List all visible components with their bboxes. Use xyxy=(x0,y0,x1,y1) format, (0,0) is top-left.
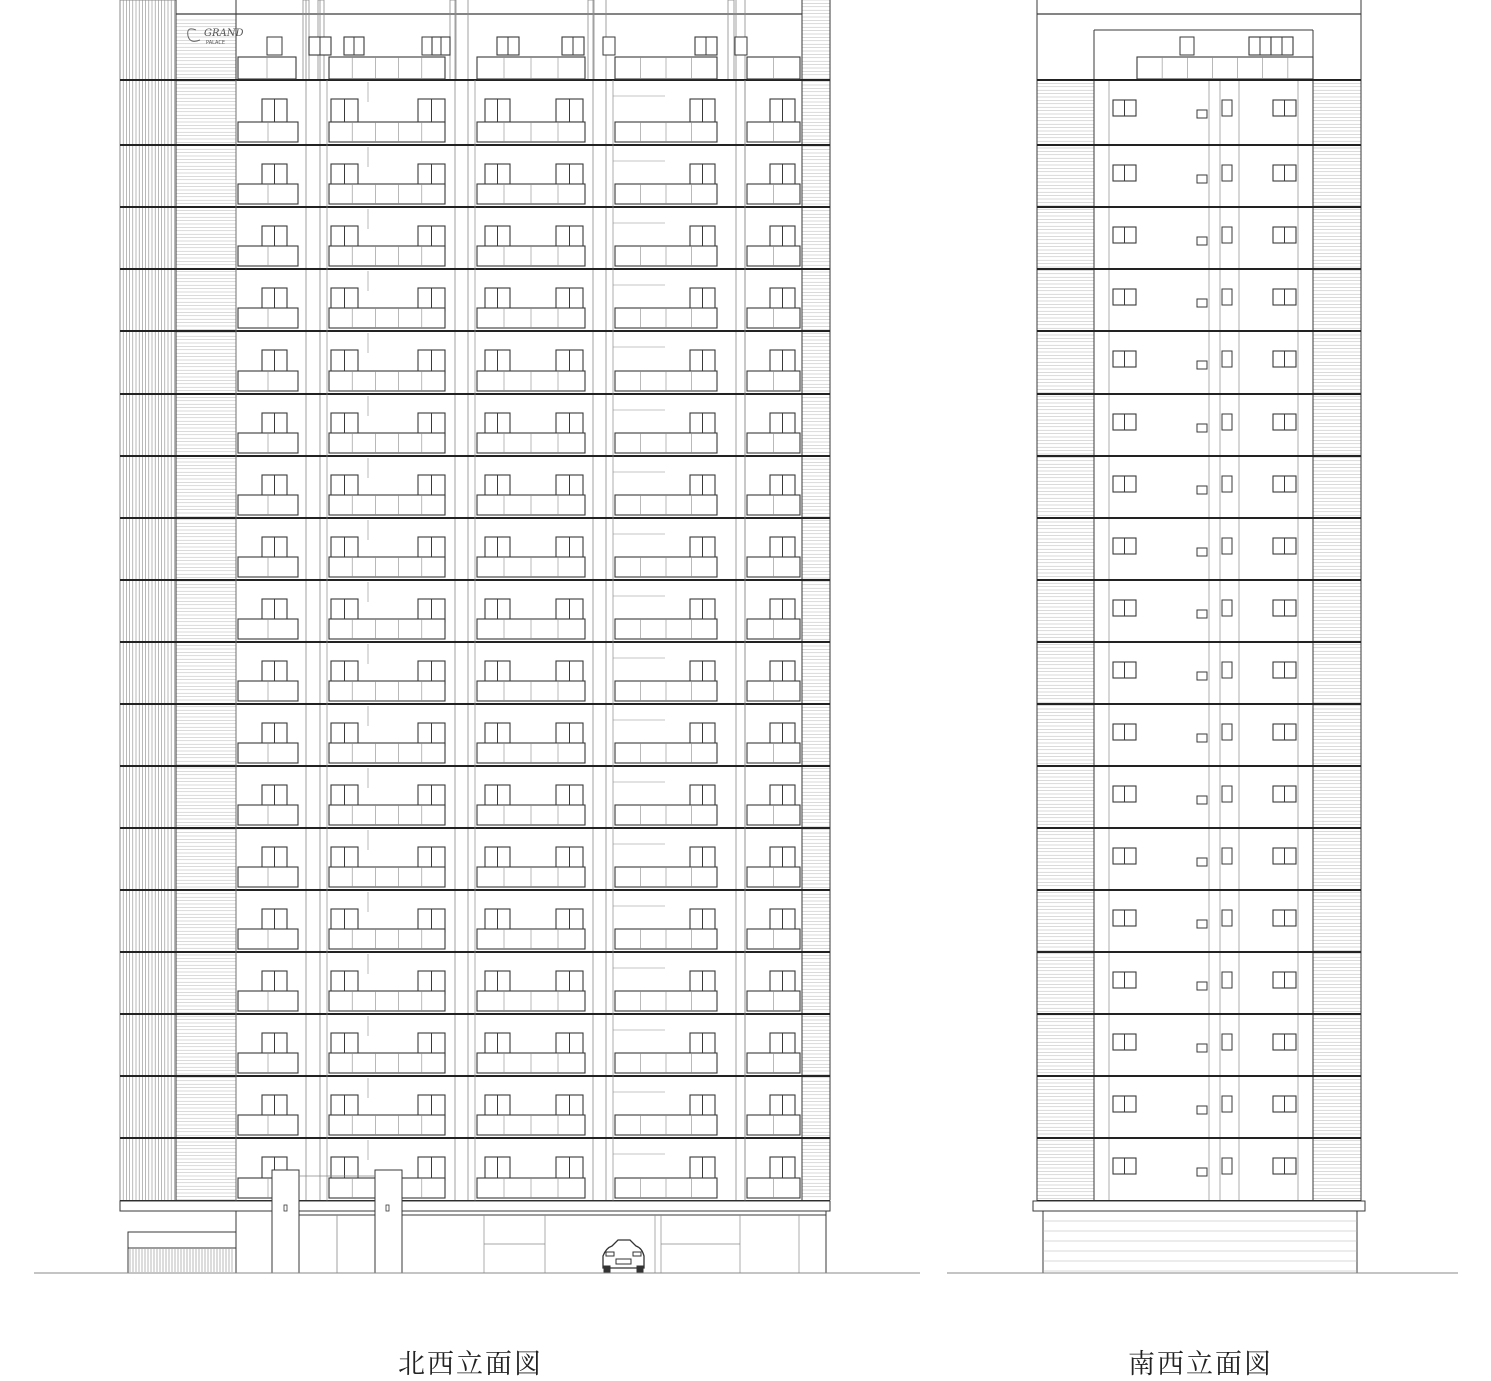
sw-roof-window xyxy=(1271,37,1293,55)
window xyxy=(418,1157,445,1180)
sw-small-window xyxy=(1222,786,1232,802)
car-headlight xyxy=(633,1252,641,1256)
car-wheel xyxy=(637,1266,643,1272)
balcony xyxy=(238,867,298,887)
balcony xyxy=(329,805,445,825)
balcony xyxy=(747,433,800,453)
sw-small-window xyxy=(1222,848,1232,864)
sw-window xyxy=(1113,414,1136,430)
balcony xyxy=(615,619,717,639)
roof-window xyxy=(432,37,450,55)
balcony xyxy=(615,681,717,701)
sw-roof-balcony xyxy=(1137,57,1313,79)
sw-vent xyxy=(1197,672,1207,680)
balcony-rail xyxy=(329,805,445,825)
sw-vent xyxy=(1197,1106,1207,1114)
window xyxy=(485,1157,510,1180)
pillar-lamp xyxy=(386,1205,389,1211)
balcony xyxy=(747,1178,800,1198)
entrance-pillar xyxy=(375,1170,402,1273)
roof-balcony xyxy=(329,57,445,79)
sw-window xyxy=(1273,662,1296,678)
balcony-rail xyxy=(329,184,445,204)
sw-vent xyxy=(1197,110,1207,118)
roof-door xyxy=(267,37,282,55)
balcony-rail xyxy=(329,495,445,515)
northwest-elevation-caption: 北西立面図 xyxy=(398,1349,543,1380)
sw-vent xyxy=(1197,734,1207,742)
sw-window xyxy=(1273,100,1296,116)
sw-small-window xyxy=(1222,1158,1232,1174)
balcony xyxy=(747,619,800,639)
balcony xyxy=(238,557,298,577)
balcony xyxy=(329,557,445,577)
balcony xyxy=(615,433,717,453)
sw-small-window xyxy=(1222,910,1232,926)
balcony-rail xyxy=(329,433,445,453)
sw-window xyxy=(1113,1034,1136,1050)
sw-small-window xyxy=(1222,476,1232,492)
sw-vent xyxy=(1197,548,1207,556)
balcony xyxy=(477,184,585,204)
balcony xyxy=(747,867,800,887)
balcony xyxy=(747,1053,800,1073)
balcony xyxy=(477,495,585,515)
balcony xyxy=(238,1053,298,1073)
balcony-rail xyxy=(329,991,445,1011)
window xyxy=(485,99,510,122)
balcony xyxy=(615,371,717,391)
left-fin-strip xyxy=(120,0,174,1202)
sw-roof-window xyxy=(1249,37,1271,55)
window xyxy=(556,1157,583,1180)
sw-window xyxy=(1273,165,1296,181)
balcony xyxy=(477,619,585,639)
fence-bars xyxy=(130,1249,232,1272)
logo-text-sub: PALACE xyxy=(206,40,225,46)
sw-window xyxy=(1273,1034,1296,1050)
balcony-rail xyxy=(329,1053,445,1073)
sw-small-window xyxy=(1222,414,1232,430)
sw-window xyxy=(1273,476,1296,492)
sw-window xyxy=(1273,786,1296,802)
sw-window xyxy=(1113,1158,1136,1174)
window xyxy=(690,350,715,373)
roof-balcony xyxy=(477,57,585,79)
window xyxy=(556,350,583,373)
sw-window xyxy=(1113,786,1136,802)
balcony xyxy=(615,1115,717,1135)
window xyxy=(418,99,445,122)
balcony xyxy=(238,433,298,453)
window xyxy=(770,99,795,122)
sw-vent xyxy=(1197,1168,1207,1176)
balcony xyxy=(477,805,585,825)
sw-window xyxy=(1113,100,1136,116)
sw-vent xyxy=(1197,486,1207,494)
fin-strip-outline xyxy=(120,0,176,1202)
sw-window xyxy=(1273,1096,1296,1112)
balcony xyxy=(329,184,445,204)
balcony-rail xyxy=(329,1115,445,1135)
sw-small-window xyxy=(1222,100,1232,116)
window xyxy=(770,350,795,373)
sw-window xyxy=(1273,724,1296,740)
car-icon xyxy=(603,1240,644,1272)
balcony xyxy=(329,495,445,515)
top-column-frame xyxy=(728,0,734,80)
window xyxy=(690,1157,715,1180)
balcony xyxy=(329,867,445,887)
ground-floor-slab xyxy=(120,1201,830,1211)
balcony xyxy=(615,184,717,204)
balcony xyxy=(615,308,717,328)
balcony xyxy=(477,371,585,391)
balcony xyxy=(747,246,800,266)
sw-window xyxy=(1113,538,1136,554)
balcony-rail xyxy=(329,929,445,949)
balcony-rail xyxy=(329,308,445,328)
pillar-lamp xyxy=(284,1205,287,1211)
balcony xyxy=(477,991,585,1011)
balcony xyxy=(747,184,800,204)
sw-small-window xyxy=(1222,662,1232,678)
balcony-rail xyxy=(1137,57,1313,79)
balcony xyxy=(615,743,717,763)
balcony xyxy=(747,743,800,763)
balcony xyxy=(477,1053,585,1073)
sw-window xyxy=(1113,600,1136,616)
balcony xyxy=(615,246,717,266)
sw-window xyxy=(1273,414,1296,430)
sw-left-cladding xyxy=(1037,80,1094,1199)
balcony xyxy=(615,805,717,825)
balcony xyxy=(329,433,445,453)
balcony xyxy=(329,122,445,142)
balcony xyxy=(329,371,445,391)
balcony xyxy=(238,308,298,328)
window xyxy=(485,350,510,373)
roof-window xyxy=(309,37,331,55)
sw-small-window xyxy=(1222,227,1232,243)
sw-right-cladding xyxy=(1313,80,1361,1199)
balcony-rail xyxy=(329,246,445,266)
balcony-rail xyxy=(329,867,445,887)
sw-vent xyxy=(1197,610,1207,618)
balcony xyxy=(615,1053,717,1073)
balcony xyxy=(238,929,298,949)
sw-small-window xyxy=(1222,538,1232,554)
sw-window xyxy=(1273,848,1296,864)
sw-window xyxy=(1273,910,1296,926)
balcony xyxy=(477,867,585,887)
balcony xyxy=(747,495,800,515)
balcony xyxy=(238,122,298,142)
balcony xyxy=(329,681,445,701)
sw-window xyxy=(1113,351,1136,367)
window xyxy=(556,99,583,122)
balcony-rail xyxy=(329,57,445,79)
roof-balcony xyxy=(238,57,296,79)
balcony xyxy=(329,619,445,639)
roof-window xyxy=(497,37,519,55)
balcony xyxy=(329,308,445,328)
sw-window xyxy=(1113,289,1136,305)
sw-vent xyxy=(1197,1044,1207,1052)
balcony xyxy=(615,557,717,577)
sw-vent xyxy=(1197,237,1207,245)
balcony xyxy=(477,557,585,577)
entrance-pillar xyxy=(272,1170,299,1273)
balcony xyxy=(747,308,800,328)
balcony xyxy=(238,805,298,825)
roof-door xyxy=(735,37,747,55)
sw-small-window xyxy=(1222,972,1232,988)
sw-window xyxy=(1113,972,1136,988)
balcony xyxy=(238,184,298,204)
sw-window xyxy=(1273,1158,1296,1174)
balcony xyxy=(747,371,800,391)
sw-vent xyxy=(1197,299,1207,307)
balcony xyxy=(747,991,800,1011)
sw-window xyxy=(1273,289,1296,305)
balcony xyxy=(615,122,717,142)
sw-podium-slab xyxy=(1033,1201,1365,1211)
sw-vent xyxy=(1197,982,1207,990)
building-logo xyxy=(204,28,244,46)
northwest-elevation xyxy=(120,0,830,1273)
balcony xyxy=(238,246,298,266)
window xyxy=(331,1157,358,1180)
logo-swirl xyxy=(188,29,200,41)
roof-window xyxy=(562,37,584,55)
balcony xyxy=(329,1053,445,1073)
balcony xyxy=(615,991,717,1011)
sw-small-window xyxy=(1222,351,1232,367)
roof-balcony xyxy=(747,57,800,79)
balcony xyxy=(615,929,717,949)
balcony xyxy=(747,557,800,577)
window xyxy=(690,99,715,122)
southwest-elevation-caption: 南西立面図 xyxy=(1128,1349,1273,1380)
sw-window xyxy=(1273,600,1296,616)
balcony xyxy=(329,929,445,949)
balcony xyxy=(238,495,298,515)
sw-vent xyxy=(1197,424,1207,432)
sw-window xyxy=(1113,724,1136,740)
balcony xyxy=(615,867,717,887)
sw-window xyxy=(1113,662,1136,678)
sw-window xyxy=(1113,910,1136,926)
balcony xyxy=(477,122,585,142)
balcony xyxy=(747,805,800,825)
balcony xyxy=(238,991,298,1011)
left-cladding xyxy=(176,20,236,1200)
balcony xyxy=(238,1115,298,1135)
balcony xyxy=(477,681,585,701)
sw-roof-door xyxy=(1180,37,1194,55)
balcony xyxy=(477,433,585,453)
sw-window xyxy=(1273,227,1296,243)
balcony xyxy=(329,991,445,1011)
roof-window xyxy=(344,37,364,55)
sw-window xyxy=(1113,848,1136,864)
balcony-rail xyxy=(329,557,445,577)
balcony xyxy=(747,681,800,701)
sw-small-window xyxy=(1222,1096,1232,1112)
sw-vent xyxy=(1197,858,1207,866)
car-headlight xyxy=(606,1252,614,1256)
window xyxy=(262,350,287,373)
window xyxy=(331,350,358,373)
window xyxy=(262,99,287,122)
balcony xyxy=(747,929,800,949)
sw-small-window xyxy=(1222,289,1232,305)
balcony xyxy=(477,1178,585,1198)
right-cladding xyxy=(802,0,830,1197)
balcony xyxy=(329,743,445,763)
balcony xyxy=(747,1115,800,1135)
balcony-rail xyxy=(329,681,445,701)
sw-small-window xyxy=(1222,724,1232,740)
window xyxy=(331,99,358,122)
balcony xyxy=(477,308,585,328)
sw-window xyxy=(1273,972,1296,988)
balcony-rail xyxy=(329,371,445,391)
balcony-rail xyxy=(329,122,445,142)
window xyxy=(770,1157,795,1180)
sw-window xyxy=(1113,227,1136,243)
sw-vent xyxy=(1197,920,1207,928)
balcony xyxy=(329,1115,445,1135)
balcony xyxy=(477,246,585,266)
window xyxy=(418,350,445,373)
balcony xyxy=(615,495,717,515)
sw-window xyxy=(1273,538,1296,554)
car-grille xyxy=(616,1259,631,1264)
balcony xyxy=(238,619,298,639)
balcony xyxy=(329,246,445,266)
sw-window xyxy=(1113,1096,1136,1112)
sw-window xyxy=(1113,476,1136,492)
roof-balcony xyxy=(615,57,717,79)
balcony xyxy=(477,929,585,949)
sw-window xyxy=(1273,351,1296,367)
balcony-rail xyxy=(329,619,445,639)
sw-vent xyxy=(1197,175,1207,183)
sw-small-window xyxy=(1222,600,1232,616)
sw-vent xyxy=(1197,361,1207,369)
sw-vent xyxy=(1197,796,1207,804)
sw-small-window xyxy=(1222,1034,1232,1050)
sw-window xyxy=(1113,165,1136,181)
balcony xyxy=(238,743,298,763)
car-wheel xyxy=(604,1266,610,1272)
balcony xyxy=(747,122,800,142)
southwest-elevation xyxy=(1033,0,1365,1273)
roof-door xyxy=(603,37,615,55)
balcony xyxy=(615,1178,717,1198)
balcony xyxy=(477,743,585,763)
balcony xyxy=(477,1115,585,1135)
logo-text-main: GRAND xyxy=(204,28,244,39)
sw-small-window xyxy=(1222,165,1232,181)
balcony xyxy=(238,371,298,391)
balcony-rail xyxy=(329,743,445,763)
roof-window xyxy=(695,37,717,55)
balcony xyxy=(238,681,298,701)
